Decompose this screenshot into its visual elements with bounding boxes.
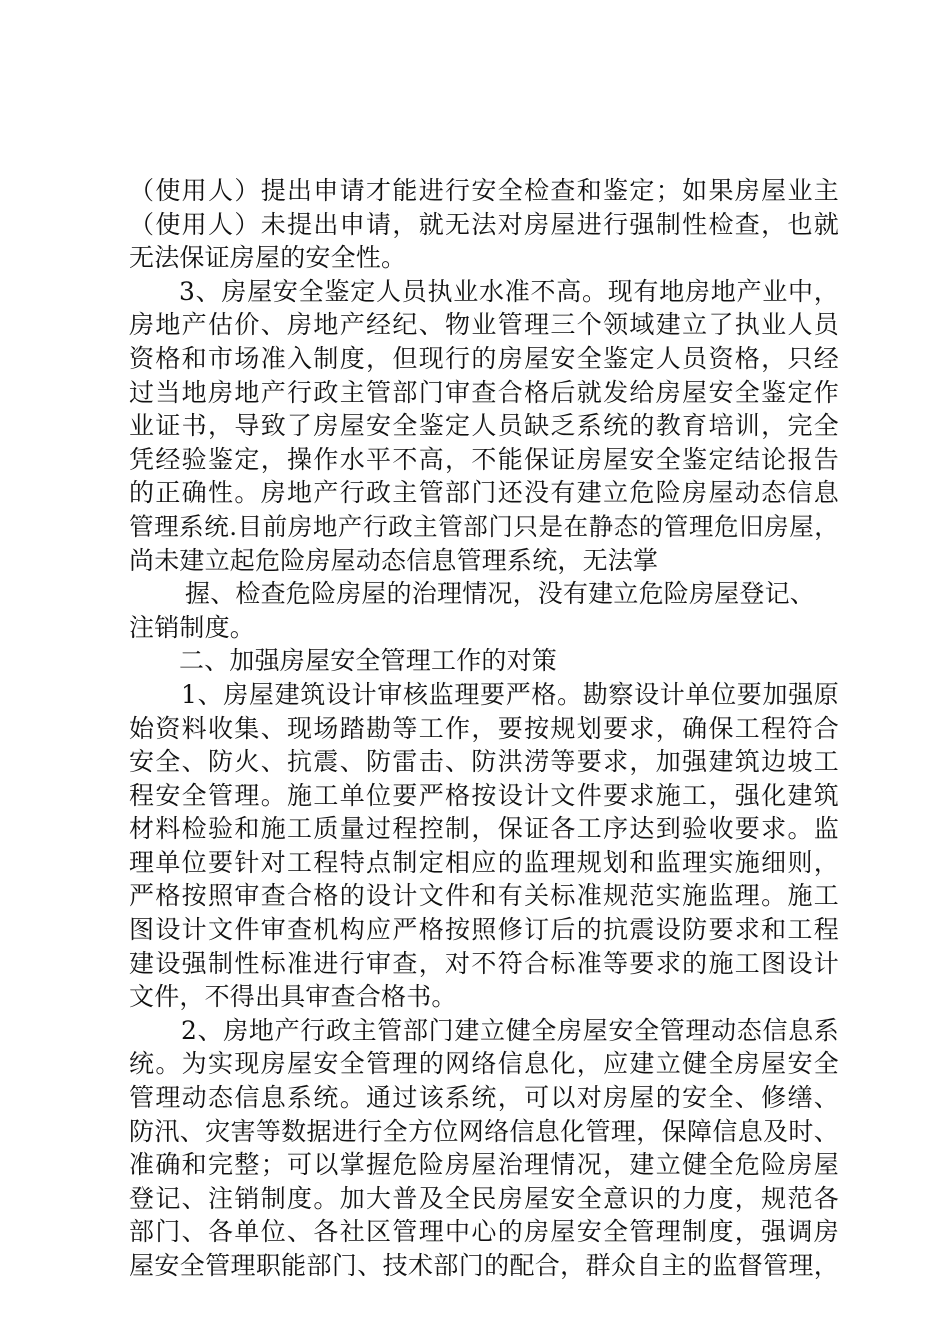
text-line: 的正确性。房地产行政主管部门还没有建立危险房屋动态信息: [129, 478, 839, 508]
text-line: 防汛、灾害等数据进行全方位网络信息化管理，保障信息及时、: [129, 1116, 839, 1146]
text-line: 尚未建立起危险房屋动态信息管理系统，无法掌: [129, 545, 659, 575]
text-line: 统。为实现房屋安全管理的网络信息化，应建立健全房屋安全: [129, 1049, 839, 1079]
text-line: 资格和市场准入制度，但现行的房屋安全鉴定人员资格，只经: [129, 343, 839, 373]
text-line: 始资料收集、现场踏勘等工作，要按规划要求，确保工程符合: [129, 713, 839, 743]
text-line: 屋安全管理职能部门、技术部门的配合，群众自主的监督管理，: [129, 1251, 839, 1280]
text-line: 建设强制性标准进行审查，对不符合标准等要求的施工图设计: [129, 948, 839, 978]
text-line: 文件，不得出具审查合格书。: [129, 982, 457, 1012]
text-line: （使用人）未提出申请，就无法对房屋进行强制性检查，也就: [129, 209, 839, 239]
text-line: 2、房地产行政主管部门建立健全房屋安全管理动态信息系: [181, 1015, 839, 1045]
text-line: 理单位要针对工程特点制定相应的监理规划和监理实施细则，: [129, 847, 839, 877]
text-line: 握、检查危险房屋的治理情况，没有建立危险房屋登记、: [185, 579, 816, 609]
text-line: 程安全管理。施工单位要严格按设计文件要求施工，强化建筑: [129, 780, 839, 810]
text-line: 注销制度。: [129, 612, 256, 642]
document-body: [129, 174, 839, 1283]
text-line: 凭经验鉴定，操作水平不高，不能保证房屋安全鉴定结论报告: [129, 444, 839, 474]
text-line: 房地产估价、房地产经纪、物业管理三个领域建立了执业人员: [129, 310, 839, 340]
text-line: 过当地房地产行政主管部门审查合格后就发给房屋安全鉴定作: [129, 377, 839, 407]
text-line: 部门、各单位、各社区管理中心的房屋安全管理制度，强调房: [129, 1217, 839, 1247]
text-line: 安全、防火、抗震、防雷击、防洪涝等要求，加强建筑边坡工: [129, 747, 839, 777]
text-line: 1、房屋建筑设计审核监理要严格。勘察设计单位要加强原: [181, 679, 839, 709]
text-line: 材料检验和施工质量过程控制，保证各工序达到验收要求。监: [129, 814, 839, 844]
text-line: 图设计文件审查机构应严格按照修订后的抗震设防要求和工程: [129, 915, 839, 945]
text-line: 管理动态信息系统。通过该系统，可以对房屋的安全、修缮、: [129, 1083, 839, 1113]
text-line: 3、房屋安全鉴定人员执业水准不高。现有地房地产业中，: [179, 276, 839, 306]
text-line: 严格按照审查合格的设计文件和有关标准规范实施监理。施工: [129, 881, 839, 911]
text-line: 无法保证房屋的安全性。: [129, 243, 407, 273]
text-line: 准确和完整；可以掌握危险房屋治理情况，建立健全危险房屋: [129, 1150, 839, 1180]
section-heading: 二、加强房屋安全管理工作的对策: [179, 646, 558, 676]
text-line: 登记、注销制度。加大普及全民房屋安全意识的力度，规范各: [129, 1183, 839, 1213]
text-line: （使用人）提出申请才能进行安全检查和鉴定；如果房屋业主: [129, 176, 839, 205]
text-line: 业证书，导致了房屋安全鉴定人员缺乏系统的教育培训，完全: [129, 411, 839, 441]
text-line: 管理系统.目前房地产行政主管部门只是在静态的管理危旧房屋，: [129, 511, 839, 541]
